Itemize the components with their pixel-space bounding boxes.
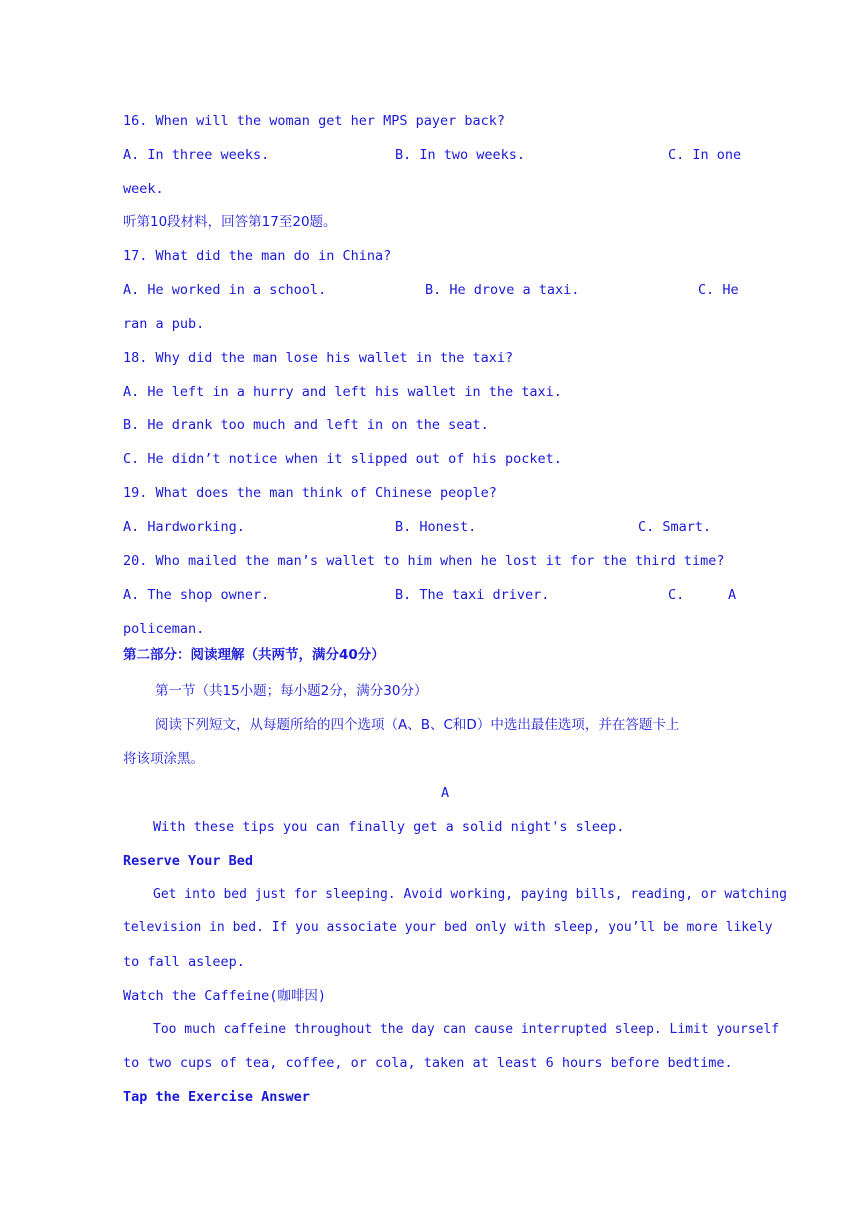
question-20-stem: 20. Who mailed the man’s wallet to him when he lost it for the third time? xyxy=(123,553,725,569)
section-10-instruction: 听第10段材料，回答第17至20题。 xyxy=(123,214,337,230)
question-17-option-b: B. He drove a taxi. xyxy=(425,282,580,298)
question-20-option-c-letter: C. xyxy=(668,587,685,603)
question-19-stem: 19. What does the man think of Chinese people? xyxy=(123,485,497,501)
question-20-option-b: B. The taxi driver. xyxy=(395,587,550,603)
question-17-option-c: C. He xyxy=(698,282,739,298)
question-19-option-a: A. Hardworking. xyxy=(123,519,245,535)
passage-paragraph-1-line-2: television in bed. If you associate your bed only with sleep, you’ll be more likely xyxy=(123,920,773,935)
reading-instructions-line-2: 将该项涂黑。 xyxy=(123,751,204,767)
passage-heading-exercise: Tap the Exercise Answer xyxy=(123,1089,310,1105)
question-17-option-c-continued: ran a pub. xyxy=(123,316,205,332)
passage-label: A xyxy=(441,785,450,801)
passage-intro: With these tips you can finally get a solid night's sleep. xyxy=(153,819,625,835)
passage-paragraph-2-line-1: Too much caffeine throughout the day can cause interrupted sleep. Limit yourself xyxy=(153,1022,780,1037)
question-20-option-a: A. The shop owner. xyxy=(123,587,270,603)
question-18-option-a: A. He left in a hurry and left his wallet in the taxi. xyxy=(123,384,562,400)
section-1-heading: 第一节（共15小题；每小题2分，满分30分） xyxy=(155,683,428,699)
question-19-option-b: B. Honest. xyxy=(395,519,477,535)
part-2-title: 第二部分：阅读理解（共两节，满分40分） xyxy=(123,647,385,663)
question-16-stem: 16. When will the woman get her MPS payer back? xyxy=(123,113,506,129)
question-18-option-b: B. He drank too much and left in on the seat. xyxy=(123,417,489,433)
question-16-option-b: B. In two weeks. xyxy=(395,147,526,163)
question-20-option-c-word: A xyxy=(728,587,737,603)
reading-instructions-line-1: 阅读下列短文，从每题所给的四个选项（A、B、C和D）中选出最佳选项，并在答题卡上 xyxy=(155,717,680,733)
passage-paragraph-2-line-2: to two cups of tea, coffee, or cola, taken at least 6 hours before bedtime. xyxy=(123,1055,733,1071)
question-17-option-a: A. He worked in a school. xyxy=(123,282,327,298)
question-17-stem: 17. What did the man do in China? xyxy=(123,248,392,264)
question-16-option-c-continued: week. xyxy=(123,181,164,197)
passage-heading-caffeine: Watch the Caffeine(咖啡因) xyxy=(123,988,327,1004)
passage-paragraph-1-line-1: Get into bed just for sleeping. Avoid working, paying bills, reading, or watching xyxy=(153,887,787,902)
question-18-option-c: C. He didn’t notice when it slipped out of his pocket. xyxy=(123,451,562,467)
passage-paragraph-1-line-3: to fall asleep. xyxy=(123,954,245,970)
question-20-option-c-continued: policeman. xyxy=(123,621,205,637)
question-16-option-a: A. In three weeks. xyxy=(123,147,270,163)
question-16-option-c: C. In one xyxy=(668,147,742,163)
passage-heading-reserve-bed: Reserve Your Bed xyxy=(123,853,254,869)
question-18-stem: 18. Why did the man lose his wallet in the taxi? xyxy=(123,350,514,366)
question-19-option-c: C. Smart. xyxy=(638,519,712,535)
